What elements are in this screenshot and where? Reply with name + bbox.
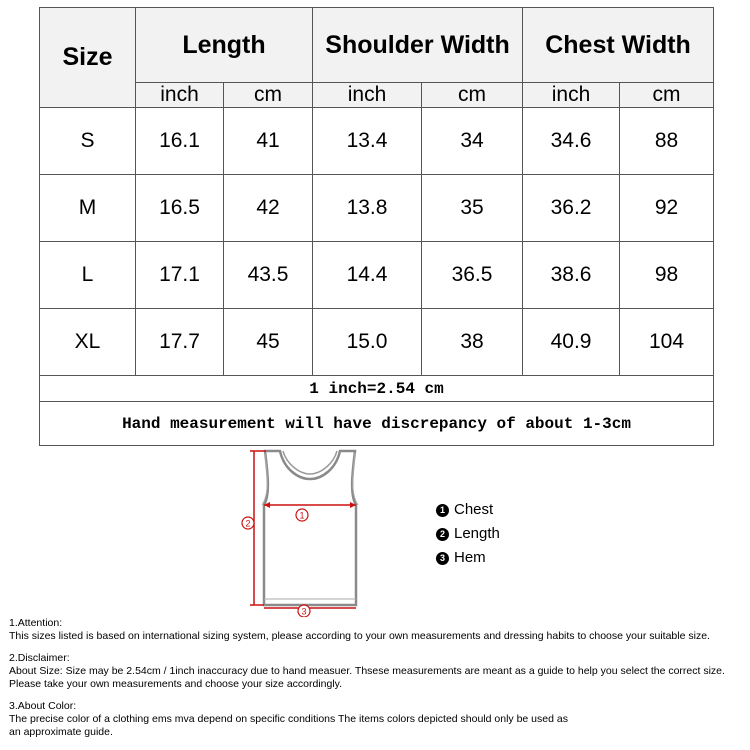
value-cell: 16.5	[136, 175, 224, 242]
value-cell: 92	[620, 175, 714, 242]
value-cell: 14.4	[313, 242, 422, 309]
notes-section	[9, 617, 745, 748]
table-row	[40, 242, 714, 309]
table-row	[40, 309, 714, 376]
unit-cell: cm	[422, 83, 523, 108]
value-cell: 17.7	[136, 309, 224, 376]
value-cell: 88	[620, 108, 714, 175]
header-size: Size	[40, 8, 136, 108]
unit-cell: cm	[620, 83, 714, 108]
size-cell: XL	[40, 309, 136, 376]
legend-label: Chest	[454, 501, 494, 518]
unit-cell: inch	[136, 83, 224, 108]
numbered-circle-icon: 2	[436, 528, 449, 541]
legend-label: Hem	[454, 549, 486, 566]
disclaimer-text: About Size: Size may be 2.54cm / 1inch inaccuracy due to hand measuer. Thsese measurements are meant as a guide to help you select the correct size.	[9, 665, 725, 677]
measurement-legend	[436, 498, 500, 570]
value-cell: 34.6	[523, 108, 620, 175]
table-row	[40, 175, 714, 242]
attention-note	[9, 617, 745, 643]
conversion-note-row	[40, 376, 714, 402]
value-cell: 17.1	[136, 242, 224, 309]
disclaimer-title: 2.Disclaimer:	[9, 652, 70, 664]
value-cell: 43.5	[224, 242, 313, 309]
color-text: an approximate guide.	[9, 726, 113, 738]
value-cell: 34	[422, 108, 523, 175]
tank-top-measurement-diagram	[240, 447, 380, 617]
value-cell: 104	[620, 309, 714, 376]
header-chest-width: Chest Width	[523, 8, 714, 83]
hem-marker: 3	[301, 606, 307, 617]
chest-marker: 1	[299, 510, 305, 521]
legend-item-chest	[436, 498, 500, 522]
hem-measure-line	[264, 605, 356, 617]
table-row	[40, 108, 714, 175]
unit-cell: inch	[523, 83, 620, 108]
header-row	[40, 8, 714, 83]
value-cell: 13.4	[313, 108, 422, 175]
color-note	[9, 700, 745, 739]
unit-cell: cm	[224, 83, 313, 108]
discrepancy-note: Hand measurement will have discrepancy of about 1-3cm	[40, 402, 714, 446]
unit-cell: inch	[313, 83, 422, 108]
length-marker: 2	[245, 518, 251, 529]
length-measure-line	[242, 451, 266, 605]
numbered-circle-icon: 1	[436, 504, 449, 517]
legend-item-hem	[436, 546, 500, 570]
value-cell: 16.1	[136, 108, 224, 175]
legend-item-length	[436, 522, 500, 546]
color-title: 3.About Color:	[9, 700, 77, 712]
color-text: The precise color of a clothing ems mva depend on specific conditions The items colors depicted should only be used as	[9, 713, 568, 725]
value-cell: 38.6	[523, 242, 620, 309]
value-cell: 15.0	[313, 309, 422, 376]
disclaimer-text: Please take your own measurements and choose your size accordingly.	[9, 678, 343, 690]
conversion-note: 1 inch=2.54 cm	[40, 376, 714, 402]
value-cell: 41	[224, 108, 313, 175]
attention-title: 1.Attention:	[9, 617, 63, 629]
discrepancy-note-row	[40, 402, 714, 446]
legend-label: Length	[454, 525, 500, 542]
attention-text: This sizes listed is based on international sizing system, please according to your own measurements and dressing habits to choose your suitable size.	[9, 630, 710, 642]
value-cell: 35	[422, 175, 523, 242]
value-cell: 45	[224, 309, 313, 376]
value-cell: 42	[224, 175, 313, 242]
numbered-circle-icon: 3	[436, 552, 449, 565]
value-cell: 36.5	[422, 242, 523, 309]
disclaimer-note	[9, 652, 745, 691]
value-cell: 40.9	[523, 309, 620, 376]
value-cell: 38	[422, 309, 523, 376]
size-cell: L	[40, 242, 136, 309]
value-cell: 98	[620, 242, 714, 309]
size-cell: S	[40, 108, 136, 175]
size-cell: M	[40, 175, 136, 242]
value-cell: 13.8	[313, 175, 422, 242]
size-chart-table	[39, 7, 714, 446]
header-shoulder-width: Shoulder Width	[313, 8, 523, 83]
header-length: Length	[136, 8, 313, 83]
value-cell: 36.2	[523, 175, 620, 242]
unit-row	[40, 83, 714, 108]
